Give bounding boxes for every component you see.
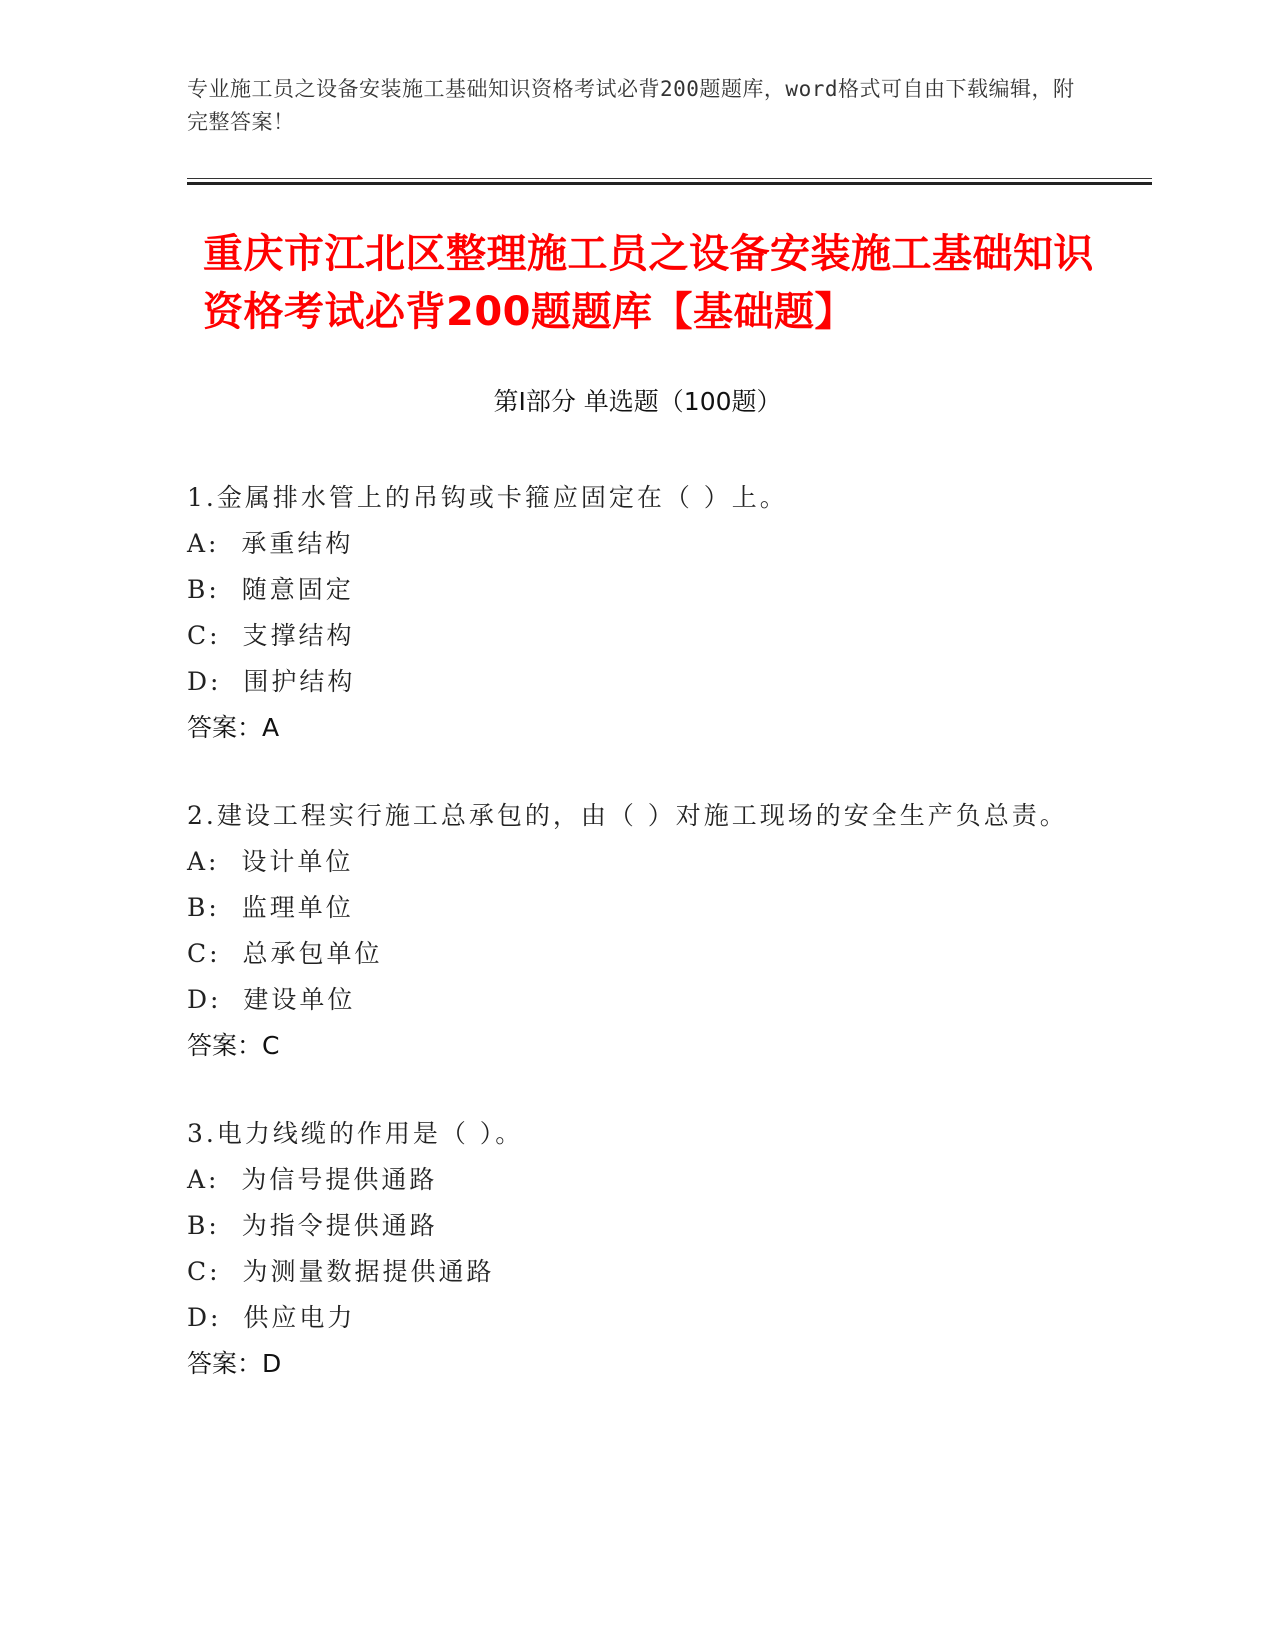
option-b: B: 随意固定	[187, 575, 354, 604]
option-b: B: 监理单位	[187, 893, 354, 922]
option-c: C: 为测量数据提供通路	[187, 1257, 495, 1286]
document-title: 重庆市江北区整理施工员之设备安装施工基础知识资格考试必背200题题库【基础题】	[203, 231, 1094, 335]
question-2	[187, 793, 1087, 1069]
answer-line: 答案：C	[187, 1031, 280, 1060]
question-stem: 3.电力线缆的作用是（ ）。	[187, 1119, 524, 1148]
header-divider-thin	[187, 178, 1152, 179]
option-d: D: 供应电力	[187, 1303, 356, 1332]
question-list	[187, 475, 1087, 1429]
question-stem: 1.金属排水管上的吊钩或卡箍应固定在（ ）上。	[187, 483, 788, 512]
option-a: A: 设计单位	[187, 847, 354, 876]
option-a: A: 承重结构	[187, 529, 354, 558]
answer-line: 答案：A	[187, 713, 280, 742]
option-d: D: 建设单位	[187, 985, 356, 1014]
option-d: D: 围护结构	[187, 667, 356, 696]
option-c: C: 支撑结构	[187, 621, 355, 650]
section-heading: 第I部分 单选题（100题）	[493, 387, 782, 416]
option-b: B: 为指令提供通路	[187, 1211, 438, 1240]
question-3	[187, 1111, 1087, 1387]
answer-line: 答案：D	[187, 1349, 282, 1378]
option-c: C: 总承包单位	[187, 939, 383, 968]
question-stem: 2.建设工程实行施工总承包的，由（ ）对施工现场的安全生产负总责。	[187, 801, 1068, 830]
header-note: 专业施工员之设备安装施工基础知识资格考试必背200题题库，word格式可自由下载编辑，附完整答案！	[187, 77, 1075, 134]
option-a: A: 为信号提供通路	[187, 1165, 438, 1194]
question-1	[187, 475, 1087, 751]
header-divider-thick	[187, 182, 1152, 185]
